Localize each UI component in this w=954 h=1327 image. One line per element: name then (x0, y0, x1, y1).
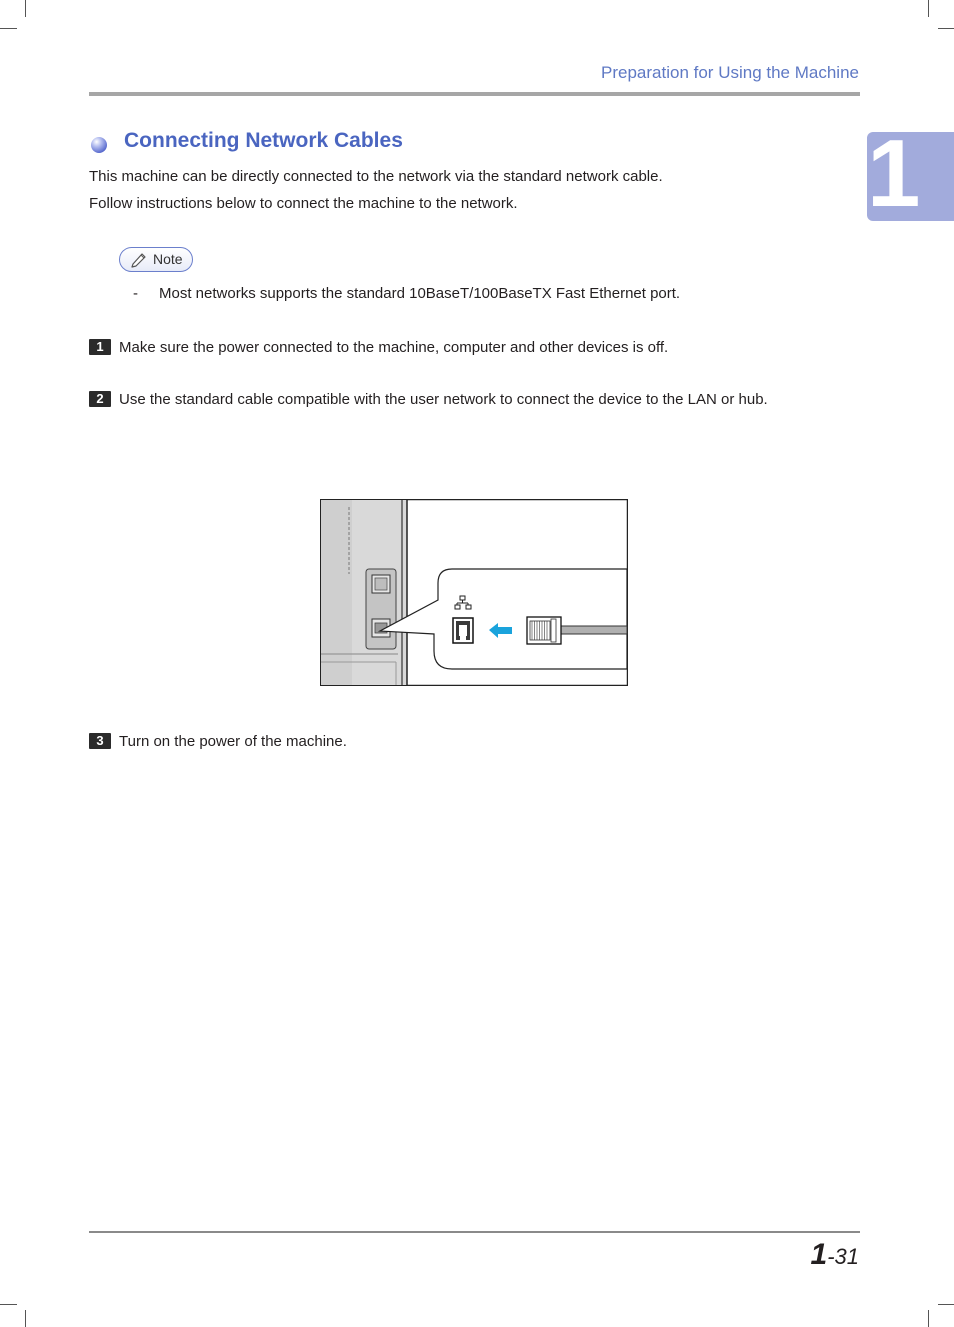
note-badge (119, 247, 193, 272)
section-bullet-icon (91, 137, 107, 153)
intro-paragraph-2: Follow instructions below to connect the machine to the network. (89, 195, 518, 212)
step-3-number: 3 (89, 733, 111, 749)
step-1-text: Make sure the power connected to the machine, computer and other devices is off. (119, 339, 669, 356)
ethernet-port-icon (453, 618, 473, 643)
note-bullet: - (133, 285, 138, 302)
crop-mark (0, 1304, 17, 1305)
network-connection-illustration (320, 499, 628, 686)
crop-mark (928, 0, 929, 17)
page-number-chapter: 1 (810, 1238, 828, 1271)
note-text: Most networks supports the standard 10BaseT/100BaseTX Fast Ethernet port. (159, 285, 681, 302)
crop-mark (938, 28, 954, 29)
footer-rule (89, 1231, 860, 1233)
note-label: Note (153, 251, 183, 267)
crop-mark (928, 1310, 929, 1327)
crop-mark (0, 28, 17, 29)
page-number (811, 1238, 859, 1272)
step-1-number: 1 (89, 339, 111, 355)
section-title: Connecting Network Cables (124, 129, 403, 152)
crop-mark (25, 1310, 26, 1327)
pencil-icon (130, 251, 148, 268)
crop-mark (938, 1304, 954, 1305)
chapter-tab-number: 1 (867, 120, 919, 227)
header-rule (89, 92, 860, 96)
chapter-tab (867, 120, 954, 227)
step-2-number: 2 (89, 391, 111, 407)
running-header: Preparation for Using the Machine (601, 63, 859, 82)
crop-mark (25, 0, 26, 17)
step-3-text: Turn on the power of the machine. (119, 733, 347, 750)
intro-paragraph-1: This machine can be directly connected to the network via the standard network cable. (89, 168, 663, 185)
page-number-page: -31 (827, 1244, 859, 1269)
step-2-text: Use the standard cable compatible with the user network to connect the device to the LAN or hub. (119, 391, 768, 408)
